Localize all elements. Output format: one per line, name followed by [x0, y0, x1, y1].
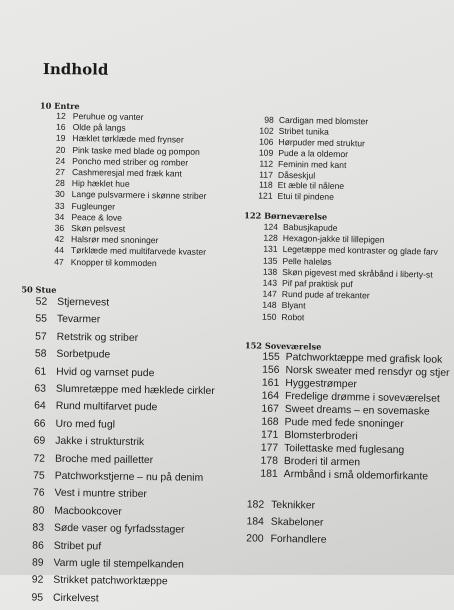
- toc-entry-title: Strikket patchworktæppe: [53, 574, 168, 588]
- toc-entry-title: Stribet puf: [53, 540, 102, 553]
- toc-entry[interactable]: [0, 557, 424, 575]
- toc-entry-title: Pink taske med blade og pompon: [72, 144, 200, 157]
- toc-page-number: 64: [34, 400, 46, 412]
- toc-entry-title: Pude a la oldemor: [278, 147, 349, 159]
- toc-entry-title: Fugleunger: [71, 200, 116, 212]
- toc-page-number: 102: [259, 125, 274, 136]
- toc-entry-title: Feminin med kant: [278, 158, 347, 170]
- toc-page-number: 171: [260, 429, 279, 441]
- section-heading: 122 Børneværelse: [244, 210, 328, 222]
- toc-page-number: 150: [262, 311, 277, 322]
- toc-page-number: 61: [34, 366, 47, 378]
- toc-page-number: 177: [260, 442, 279, 454]
- toc-page-number: 19: [55, 133, 66, 144]
- toc-page-number: 164: [261, 390, 280, 402]
- toc-entry-title: Pude med fede snoninger: [284, 417, 404, 431]
- toc-entry-title: Sweet dreams – en sovemaske: [284, 404, 430, 418]
- toc-entry-title: Sorbetpude: [56, 348, 111, 361]
- toc-page-number: 131: [263, 244, 278, 255]
- toc-entry-title: Pif paf praktisk puf: [281, 277, 353, 290]
- toc-entry-title: Forhandlere: [270, 533, 327, 546]
- toc-page-number: 42: [54, 233, 65, 245]
- toc-entry-title: Blyant: [281, 300, 306, 311]
- toc-page-number: 52: [35, 296, 48, 308]
- toc-page-number: 182: [246, 499, 265, 511]
- toc-entry-title: Hip hæklet hue: [71, 178, 130, 190]
- toc-entry-title: Broche med pailletter: [54, 453, 154, 467]
- toc-entry-title: Dåseskjul: [277, 169, 316, 181]
- toc-entry-title: Patchworkstjerne – nu på denim: [54, 470, 204, 484]
- toc-entry-title: Cirkelvest: [52, 592, 99, 605]
- toc-entry-title: Olde på langs: [72, 122, 126, 133]
- toc-page-number: 98: [264, 114, 274, 125]
- toc-page-number: 135: [262, 255, 278, 266]
- toc-entry-title: Stjernevest: [57, 296, 110, 309]
- toc-page-number: 92: [31, 574, 44, 586]
- toc-page-number: 167: [261, 403, 279, 415]
- toc-page-number: 184: [246, 516, 264, 528]
- toc-entry-title: Poncho med striber og romber: [72, 155, 189, 168]
- toc-page-number: 109: [258, 147, 274, 158]
- page-title: Indhold: [42, 60, 109, 79]
- toc-page-number: 147: [262, 288, 277, 300]
- toc-entry-title: Lange pulsvarmere i skønne striber: [71, 189, 207, 202]
- toc-entry-title: Legetæppe med kontraster og glade farv: [282, 244, 438, 258]
- toc-entry-title: Halsrør med snoninger: [70, 234, 159, 246]
- toc-page-number: 63: [34, 383, 47, 395]
- toc-entry-title: Armbånd i små oldemorfirkante: [283, 469, 429, 483]
- toc-entry-title: Hyggestrømper: [285, 378, 357, 391]
- toc-entry-title: Jakke i strukturstrik: [55, 435, 145, 449]
- toc-entry[interactable]: [0, 574, 423, 592]
- toc-entry-title: Varm ugle til stempelkanden: [53, 557, 184, 571]
- toc-entry-title: Peruhue og vanter: [72, 111, 144, 123]
- toc-entry-title: Toilettaske med fuglesang: [284, 443, 405, 457]
- toc-entry-title: Patchworktæppe med grafisk look: [285, 352, 443, 366]
- toc-page-number: 83: [32, 522, 45, 534]
- toc-page-number: 47: [54, 256, 64, 267]
- toc-entry-title: Hæklet tørklæde med frynser: [72, 133, 184, 145]
- toc-entry-title: Rund pude af trekanter: [281, 289, 370, 301]
- toc-page-number: 124: [263, 221, 279, 232]
- toc-page-number: 66: [33, 418, 46, 430]
- toc-page-number: 76: [32, 487, 45, 499]
- toc-entry-title: Skabeloner: [270, 516, 324, 529]
- toc-entry-title: Tevarmer: [56, 313, 101, 326]
- toc-entry-title: Retstrik og striber: [56, 331, 139, 344]
- toc-entry[interactable]: [0, 592, 423, 610]
- toc-page-number: 55: [35, 313, 48, 325]
- toc-entry[interactable]: [0, 331, 427, 352]
- toc-page-number: 118: [258, 179, 273, 191]
- toc-entry-title: Macbookcover: [54, 505, 122, 518]
- toc-entry-title: Fredelige drømme i soveværelset: [284, 391, 440, 405]
- toc-page-number: 121: [258, 190, 273, 202]
- toc-entry-title: Søde vaser og fyrfadsstager: [53, 522, 185, 536]
- toc-entry-title: Cardigan med blomster: [278, 114, 369, 127]
- toc-entry-title: Pelle haleløs: [282, 255, 332, 267]
- toc-entry-title: Hvid og varnset pude: [56, 366, 155, 380]
- toc-page-number: 16: [55, 121, 66, 133]
- toc-entry-title: Rund multifarvet pude: [55, 400, 158, 414]
- toc-page-number: 200: [246, 533, 264, 545]
- toc-page-number: 128: [263, 232, 278, 244]
- toc-page-number: 143: [262, 277, 278, 288]
- toc-page-number: 69: [33, 435, 46, 447]
- toc-page-number: 24: [55, 155, 66, 166]
- toc-entry-title: Skøn pelsvest: [71, 223, 126, 234]
- toc-page-number: 117: [259, 169, 274, 180]
- toc-page-number: 106: [259, 136, 274, 147]
- toc-page-number: 86: [32, 540, 44, 552]
- toc-page-number: 89: [31, 557, 44, 569]
- toc-entry-title: Cashmeresjal med fræk kant: [71, 167, 182, 179]
- toc-page-number: 36: [54, 222, 65, 233]
- toc-page-number: 28: [55, 177, 65, 189]
- toc-entry-title: Etui til pindene: [277, 191, 335, 203]
- toc-entry-title: Slumretæppe med hæklede cirkler: [55, 383, 215, 398]
- toc-entry-title: Babusjkapude: [282, 221, 338, 233]
- toc-page-number: 161: [261, 377, 280, 389]
- toc-entry-title: Blomsterbroderi: [284, 430, 358, 443]
- toc-page-number: 30: [55, 189, 65, 200]
- toc-page-number: 168: [261, 416, 279, 428]
- toc-entry-title: Uro med fugl: [55, 418, 116, 431]
- toc-page-number: 57: [35, 331, 47, 343]
- section-heading: 10 Entre: [39, 100, 80, 112]
- toc-entry-title: Hexagon-jakke til lillepigen: [282, 233, 385, 245]
- toc-page-number: 33: [54, 200, 65, 211]
- toc-page-number: 34: [54, 211, 65, 222]
- toc-entry-title: Et æble til nålene: [277, 180, 345, 192]
- toc-page-number: 148: [262, 299, 277, 311]
- toc-page-number: 72: [33, 453, 46, 465]
- toc-page-number: 20: [55, 144, 66, 155]
- toc-entry-title: Vest i muntre striber: [54, 487, 147, 501]
- toc-entry-title: Norsk sweater med rensdyr og stjer: [285, 365, 450, 379]
- toc-entry-title: Robot: [281, 311, 305, 322]
- toc-entry-title: Teknikker: [271, 499, 316, 512]
- toc-page-number: 75: [33, 470, 45, 482]
- toc-page-number: 138: [262, 266, 278, 277]
- toc-entry-title: Broderi til armen: [283, 456, 361, 469]
- toc-entry-title: Peace & love: [71, 211, 123, 223]
- toc-page-number: 112: [259, 158, 274, 169]
- toc-page-number: 80: [32, 505, 45, 517]
- toc-page-number: 44: [54, 245, 64, 256]
- toc-page-number: 58: [34, 348, 47, 360]
- toc-page-number: 155: [262, 351, 280, 363]
- toc-page-number: 156: [262, 364, 280, 376]
- toc-entry-title: Skøn pigevest med skråbånd i liberty-st: [282, 266, 433, 280]
- section-heading: 50 Stue: [21, 284, 57, 295]
- toc-page-number: 12: [56, 110, 66, 121]
- toc-page-number: 95: [31, 592, 44, 604]
- toc-entry-title: Stribet tunika: [278, 125, 329, 137]
- toc-entry-title: Tørklæde med multifarvede kvaster: [70, 245, 207, 258]
- toc-page-number: 181: [260, 468, 278, 480]
- section-heading: 152 Soveværelse: [244, 340, 322, 352]
- toc-page-number: 178: [260, 455, 279, 467]
- toc-entry-title: Hørpuder med struktur: [278, 136, 366, 149]
- toc-page-number: 27: [55, 166, 66, 177]
- toc-entry-title: Knopper til kommoden: [70, 256, 157, 268]
